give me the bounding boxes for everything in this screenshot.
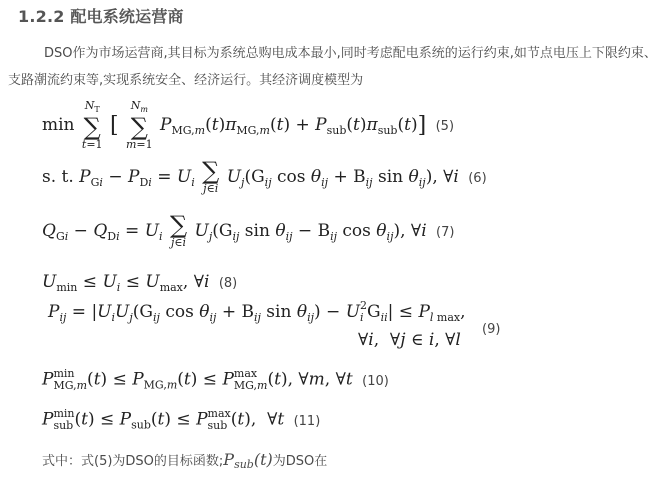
equation-8: $U_{min} \le U_i \le U_{max}$, ∀i (8) <box>42 272 238 294</box>
footer-suffix: 为DSO在 <box>272 454 328 469</box>
section-heading: 1.2.2 配电系统运营商 <box>18 7 184 26</box>
footer-text <box>42 450 327 471</box>
equation-number: (10) <box>362 373 389 389</box>
equation-number: (9) <box>482 322 501 337</box>
equation-number: (5) <box>435 119 455 135</box>
equation-number: (6) <box>468 171 487 186</box>
equation-number: (11) <box>293 413 321 429</box>
intro-paragraph: DSO作为市场运营商,其目标为系统总购电成本最小,同时考虑配电系统的运行约束,如节点电压上下限约束、支路潮流约束等,实现系统安全、经济运行。其经济调度模型为 <box>8 46 657 88</box>
equation-9: $P_{ij} = |U_iU_j(G_{ij}$ $\cos \theta_{ij} + B_{ij}$ $\sin \theta_{ij}) - U$ 2 i $G_{ii}| \le P_{l max}$, ∀i, ∀j ∈ i, ∀l <box>48 299 466 350</box>
equation-7: $Q_{Gi} - Q_{Di} = U_i$ ∑ j∈i $U_j(G_{ij}$ $\sin \theta_{ij} - B_{ij}$ $\cos \theta_{ij}$), ∀i (7) <box>42 211 455 249</box>
equation-number: (8) <box>218 276 238 291</box>
equation-5: min $N_T$ ∑ t=1 [ $N_m$ ∑ m=1 $P_{MG,m}(t)\pi_{MG,m}(t) + P_{sub}(t)\pi_{sub}(t)$] (5) <box>42 99 455 152</box>
equation-11: P min sub $(t) \le P_{sub}(t) \le P$ max sub (t), ∀t (11) <box>42 407 321 432</box>
equation-10: P min MG,m $(t) \le P_{MG,m}(t) \le P$ max MG,m (t), ∀m, ∀t (10) <box>42 367 389 392</box>
equation-6: s. t. $P_{Gi} - P_{Di} = U_i$ ∑ j∈i $U_j(G_{ij}$ $\cos \theta_{ij} + B_{ij}$ $\sin \theta_{ij}$), ∀i (6) <box>42 157 487 195</box>
equation-number: (7) <box>436 225 455 240</box>
footer-math: Psub(t) <box>223 450 273 471</box>
footer-prefix: 式中：式(5)为DSO的目标函数; <box>42 454 224 469</box>
